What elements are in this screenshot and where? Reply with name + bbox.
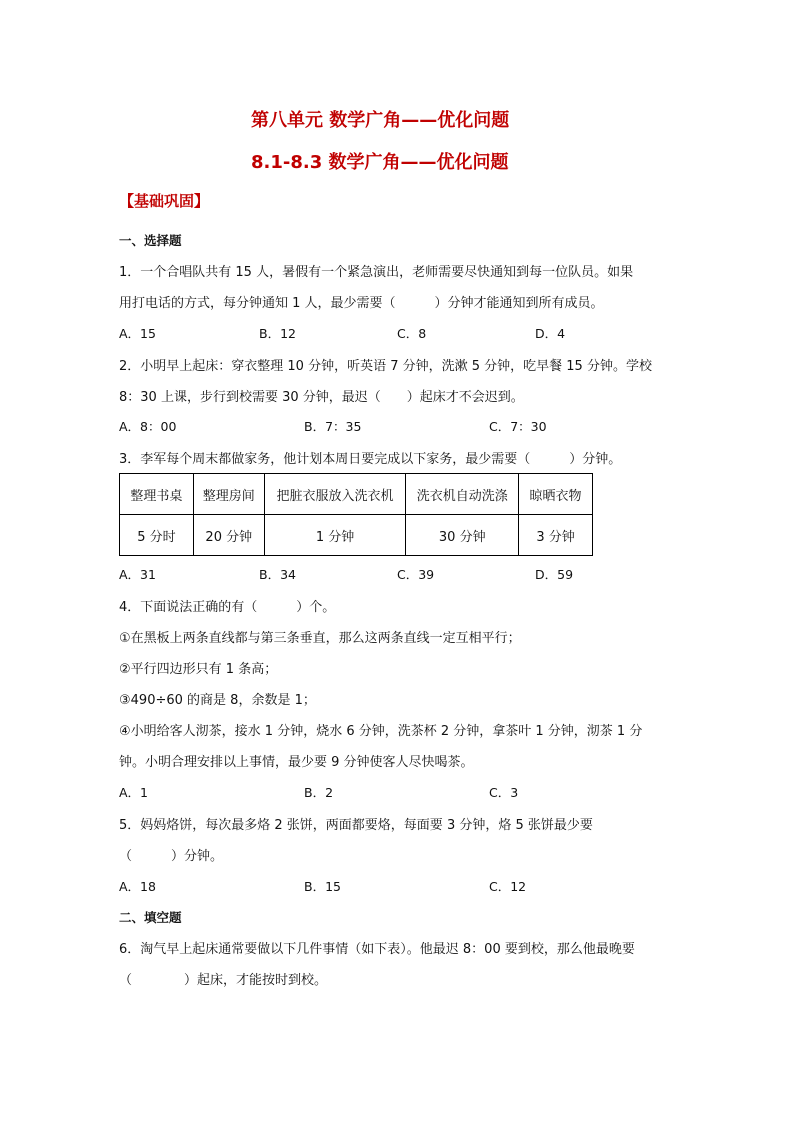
q3-option-d: D．59 <box>535 567 574 582</box>
q2-line2: 8：30 上课，步行到校需要 30 分钟，最迟（ ）起床才不会迟到。 <box>119 390 524 405</box>
unit-title: 第八单元 数学广角——优化问题 <box>251 110 510 131</box>
table-header-cell: 洗衣机自动洗涤 <box>406 474 519 515</box>
q3-option-c: C．39 <box>397 567 435 582</box>
q4-option-b: B．2 <box>304 785 334 800</box>
table-row <box>120 515 593 556</box>
table-cell: 20 分钟 <box>193 515 264 556</box>
section-heading-choice: 一、选择题 <box>119 233 182 248</box>
q2-line1: 2．小明早上起床：穿衣整理 10 分钟，听英语 7 分钟，洗漱 5 分钟，吃早餐 15 分钟。学校 <box>119 359 652 374</box>
table-cell: 30 分钟 <box>406 515 519 556</box>
q4-statement-4b: 钟。小明合理安排以上事情，最少要 9 分钟使客人尽快喝茶。 <box>119 755 474 770</box>
q1-option-c: C．8 <box>397 326 427 341</box>
q2-option-b: B．7：35 <box>304 419 362 434</box>
table-cell: 5 分时 <box>120 515 194 556</box>
q3-option-b: B．34 <box>259 567 296 582</box>
q4-statement-2: ②平行四边形只有 1 条高； <box>119 662 278 677</box>
q6-line2: （ ）起床，才能按时到校。 <box>119 973 328 988</box>
q3-line1: 3．李军每个周末都做家务，他计划本周日要完成以下家务，最少需要（ ）分钟。 <box>119 452 622 467</box>
q5-option-a: A．18 <box>119 879 156 894</box>
q2-option-a: A．8：00 <box>119 419 177 434</box>
q4-option-c: C．3 <box>489 785 519 800</box>
q4-option-a: A．1 <box>119 785 149 800</box>
q1-line2: 用打电话的方式，每分钟通知 1 人，最少需要（ ）分钟才能通知到所有成员。 <box>119 296 604 311</box>
table-header-cell: 整理书桌 <box>120 474 194 515</box>
q4-statement-4a: ④小明给客人沏茶，接水 1 分钟，烧水 6 分钟，洗茶杯 2 分钟，拿茶叶 1 分钟，沏茶 1 分 <box>119 724 643 739</box>
lesson-title: 8.1-8.3 数学广角——优化问题 <box>251 152 509 173</box>
table-header-cell: 整理房间 <box>193 474 264 515</box>
table-header-row <box>120 474 593 515</box>
q4-line1: 4．下面说法正确的有（ ）个。 <box>119 600 336 615</box>
q1-option-d: D．4 <box>535 326 566 341</box>
q6-line1: 6．淘气早上起床通常要做以下几件事情（如下表）。他最迟 8：00 要到校，那么他最晚要 <box>119 942 635 957</box>
q5-option-c: C．12 <box>489 879 527 894</box>
q5-line2: （ ）分钟。 <box>119 849 224 864</box>
q1-line1: 1．一个合唱队共有 15 人，暑假有一个紧急演出，老师需要尽快通知到每一位队员。如果 <box>119 265 634 280</box>
q4-statement-1: ①在黑板上两条直线都与第三条垂直，那么这两条直线一定互相平行； <box>119 631 521 646</box>
table-cell: 1 分钟 <box>264 515 406 556</box>
chores-table <box>119 473 593 556</box>
table-header-cell: 把脏衣服放入洗衣机 <box>264 474 406 515</box>
q1-option-b: B．12 <box>259 326 296 341</box>
q5-line1: 5．妈妈烙饼，每次最多烙 2 张饼，两面都要烙，每面要 3 分钟，烙 5 张饼最少要 <box>119 818 593 833</box>
q4-statement-3: ③490÷60 的商是 8，余数是 1； <box>119 693 316 708</box>
table-header-cell: 晾晒衣物 <box>519 474 593 515</box>
q1-option-a: A．15 <box>119 326 156 341</box>
q5-option-b: B．15 <box>304 879 341 894</box>
table-cell: 3 分钟 <box>519 515 593 556</box>
q2-option-c: C．7：30 <box>489 419 547 434</box>
section-heading-fill: 二、填空题 <box>119 910 182 925</box>
section-tag: 【基础巩固】 <box>119 192 210 210</box>
q3-option-a: A．31 <box>119 567 156 582</box>
